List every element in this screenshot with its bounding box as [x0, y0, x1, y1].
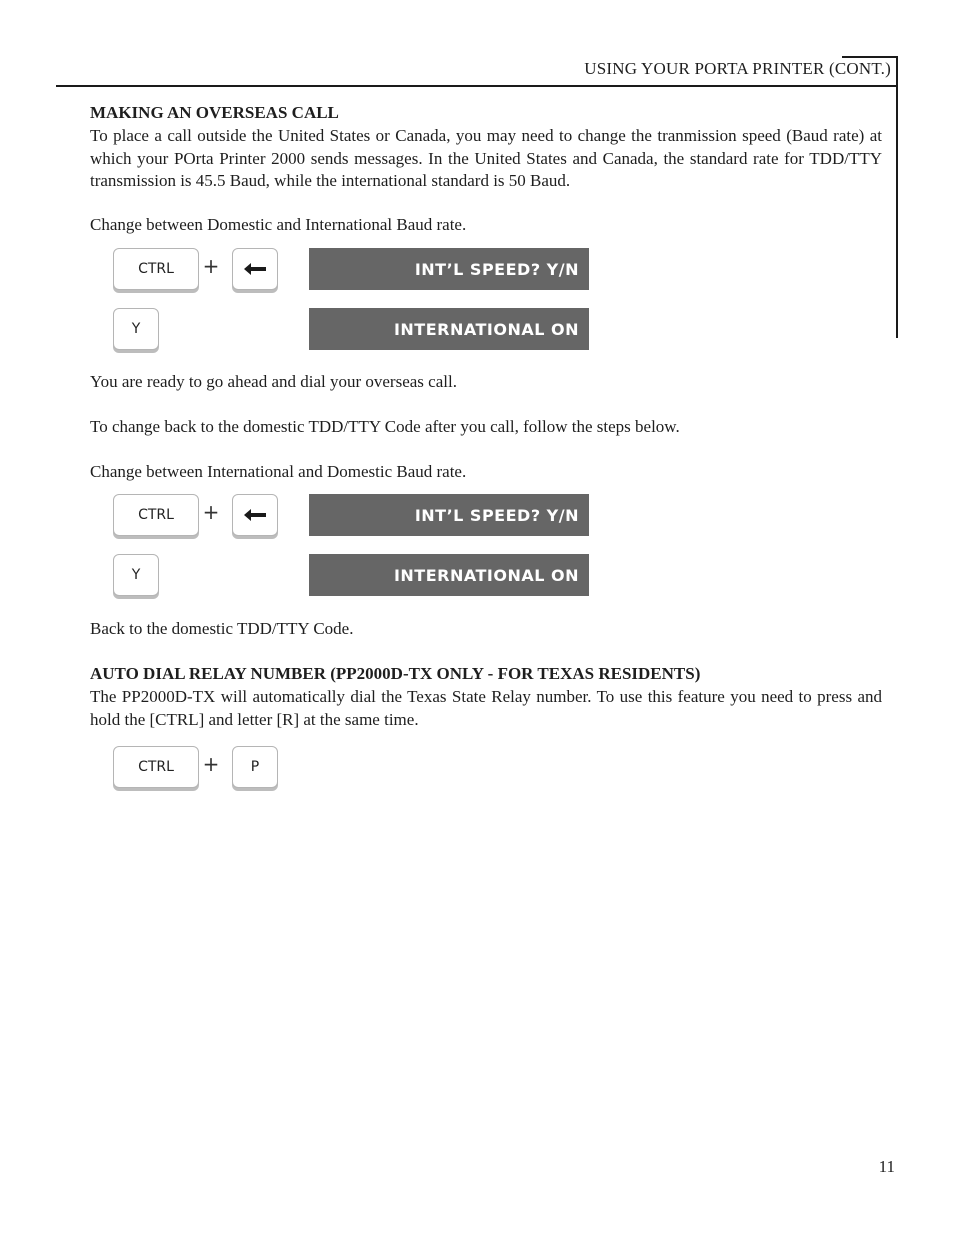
header-rule-cap — [842, 56, 898, 58]
backspace-arrow-icon — [244, 509, 266, 521]
instruction-domestic-to-intl: Change between Domestic and International Baud rate. — [90, 215, 467, 234]
change-back-text: To change back to the domestic TDD/TTY Code after you call, follow the steps below. — [90, 417, 680, 436]
ctrl-key[interactable]: CTRL — [113, 494, 199, 536]
section-paragraph-auto-dial: The PP2000D-TX will automatically dial the Texas State Relay number. To use this feature you need to press and hold the [CTRL] and letter [R] at the same time. — [90, 687, 882, 729]
section-heading-overseas: MAKING AN OVERSEAS CALL — [90, 103, 339, 122]
ctrl-key[interactable]: CTRL — [113, 746, 199, 788]
result-text: Back to the domestic TDD/TTY Code. — [90, 619, 354, 638]
backspace-arrow-icon — [244, 263, 266, 275]
plus-sign: + — [202, 752, 220, 776]
instruction-intl-to-domestic: Change between International and Domestic Baud rate. — [90, 462, 467, 481]
plus-sign: + — [202, 254, 220, 278]
lcd-display: INT’L SPEED? Y/N — [309, 248, 589, 290]
y-key[interactable]: Y — [113, 554, 159, 596]
p-key[interactable]: P — [232, 746, 278, 788]
header-rule — [56, 85, 898, 87]
section-heading-auto-dial: AUTO DIAL RELAY NUMBER (PP2000D-TX ONLY - FOR TEXAS RESIDENTS) — [90, 664, 701, 683]
lcd-display: INTERNATIONAL ON — [309, 308, 589, 350]
ctrl-key[interactable]: CTRL — [113, 248, 199, 290]
lcd-display: INTERNATIONAL ON — [309, 554, 589, 596]
y-key[interactable]: Y — [113, 308, 159, 350]
plus-sign: + — [202, 500, 220, 524]
backspace-key[interactable] — [232, 248, 278, 290]
page-header: USING YOUR PORTA PRINTER (CONT.) — [584, 59, 891, 78]
lcd-display: INT’L SPEED? Y/N — [309, 494, 589, 536]
ready-text: You are ready to go ahead and dial your overseas call. — [90, 372, 457, 391]
section-paragraph-overseas: To place a call outside the United States or Canada, you may need to change the tranmission speed (Baud rate) at which your POrta Printer 2000 sends messages. In the United States and Canada, the standard rate for TDD/TTY transmission is 45.5 Baud, while the international standard is 50 Baud. — [90, 126, 882, 190]
backspace-key[interactable] — [232, 494, 278, 536]
side-rule — [896, 56, 898, 338]
page-number: 11 — [878, 1157, 895, 1176]
